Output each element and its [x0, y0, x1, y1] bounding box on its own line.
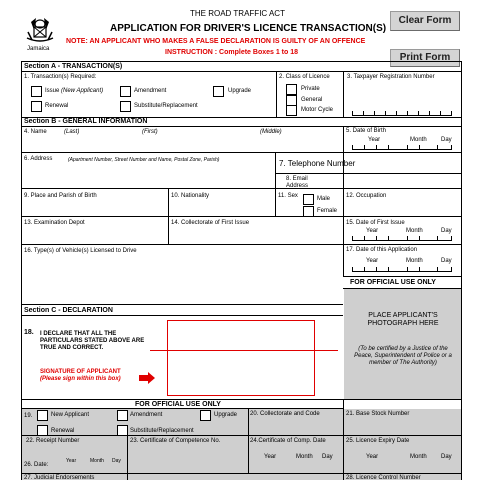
- clear-form-button[interactable]: Clear Form: [390, 11, 460, 31]
- photo-title: PLACE APPLICANT'S PHOTOGRAPH HERE: [367, 312, 439, 327]
- signature-label: SIGNATURE OF APPLICANT: [40, 369, 121, 375]
- comp-day-label: Day: [322, 454, 333, 460]
- field-19-label: 19.: [24, 413, 33, 419]
- date-day-label: Day: [112, 458, 121, 464]
- act-title: THE ROAD TRAFFIC ACT: [190, 9, 285, 18]
- field-7-label: 7. Telephone Number: [279, 159, 356, 168]
- field-23-label: 23. Certificate of Competence No.: [130, 438, 221, 444]
- instruction-text: INSTRUCTION : Complete Boxes 1 to 18: [165, 49, 299, 56]
- official-upgrade-checkbox[interactable]: [200, 410, 211, 421]
- form-title: APPLICATION FOR DRIVER'S LICENCE TRANSACTION(S): [110, 23, 387, 34]
- jamaica-coat-of-arms-icon: [22, 10, 58, 46]
- expiry-month-label: Month: [410, 454, 427, 460]
- field-25-label: 25. Licence Expiry Date: [346, 438, 410, 444]
- field-6-label: 6. Address: [24, 156, 53, 162]
- field-24-label: 24.Certificate of Comp. Date: [250, 438, 326, 444]
- substitute-checkbox[interactable]: [120, 101, 131, 112]
- app-date-year-label: Year: [366, 258, 379, 264]
- field-8-label-2: Address: [286, 183, 309, 189]
- section-c-title: Section C - DECLARATION: [24, 307, 113, 314]
- official-use-header: FOR OFFICIAL USE ONLY: [350, 279, 436, 286]
- official-substitute-label: Substitute/Replacement: [130, 428, 194, 434]
- print-form-button[interactable]: Print Form: [390, 49, 460, 67]
- false-declaration-warning: NOTE: AN APPLICANT WHO MAKES A FALSE DECLARATION IS GUILTY OF AN OFFENCE: [66, 38, 366, 45]
- field-8-label: 8. Email: [286, 176, 308, 182]
- first-issue-year-label: Year: [366, 228, 379, 234]
- signature-box[interactable]: [167, 320, 315, 396]
- field-13-label: 13. Examination Depot: [24, 220, 85, 226]
- section-b-title: Section B - GENERAL INFORMATION: [24, 118, 148, 125]
- dob-month-label: Month: [410, 137, 427, 143]
- field-16-label: 16. Type(s) of Vehicle(s) Licensed to Drive: [24, 248, 137, 254]
- private-checkbox[interactable]: [286, 84, 297, 95]
- field-1-label: 1. Transaction(s) Required:: [24, 74, 97, 80]
- app-date-month-label: Month: [406, 258, 423, 264]
- name-first-label: (First): [142, 129, 158, 135]
- substitute-label: Substitute/Replacement: [134, 103, 198, 109]
- field-18-label: 18.: [24, 329, 34, 336]
- comp-month-label: Month: [296, 454, 313, 460]
- renewal-checkbox[interactable]: [31, 101, 42, 112]
- motorcycle-label: Motor Cycle: [301, 107, 334, 113]
- upgrade-label: Upgrade: [228, 88, 252, 94]
- official-upgrade-label: Upgrade: [214, 412, 238, 418]
- female-label: Female: [317, 208, 338, 214]
- official-use-title: FOR OFFICIAL USE ONLY: [135, 401, 221, 408]
- issue-label: Issue (New Applicant): [45, 88, 104, 94]
- field-3-label: 3. Taxpayer Registration Number: [347, 74, 435, 80]
- motorcycle-checkbox[interactable]: [286, 105, 297, 116]
- field-28-label: 28. Licence Control Number: [346, 475, 421, 481]
- arrow-right-icon: [139, 372, 155, 384]
- dob-year-label: Year: [368, 137, 381, 143]
- field-10-label: 10. Nationality: [171, 193, 210, 199]
- expiry-year-label: Year: [366, 454, 379, 460]
- seal-label: Jamaica: [27, 46, 50, 52]
- app-date-day-label: Day: [441, 258, 452, 264]
- renewal-label: Renewal: [45, 103, 69, 109]
- first-issue-month-label: Month: [406, 228, 423, 234]
- upgrade-checkbox[interactable]: [213, 86, 224, 97]
- date-year-label: Year: [66, 458, 77, 464]
- date-month-label: Month: [90, 458, 104, 464]
- male-label: Male: [317, 196, 331, 202]
- issue-checkbox[interactable]: [31, 86, 42, 97]
- name-middle-label: (Middle): [260, 129, 282, 135]
- section-a-title: Section A - TRANSACTION(S): [24, 63, 123, 70]
- field-20-label: 20. Collectorate and Code: [250, 411, 320, 417]
- field-22-label: 22. Receipt Number: [26, 438, 80, 444]
- field-26-label: 26. Date:: [24, 462, 49, 468]
- field-21-label: 21. Base Stock Number: [346, 411, 410, 417]
- dob-input[interactable]: [352, 144, 452, 150]
- application-date-input[interactable]: [352, 266, 452, 272]
- photo-note: (To be certified by a Justice of the Peace, Superintendent of Police or a member of The Authority): [354, 346, 452, 366]
- field-4-label: 4. Name: [24, 129, 47, 135]
- first-issue-date-input[interactable]: [352, 235, 452, 241]
- male-checkbox[interactable]: [303, 194, 314, 205]
- field-27-label: 27. Judicial Endorsements: [24, 475, 95, 481]
- address-hint: (Apartment Number, Street Number and Name, Postal Zone, Parish): [68, 157, 220, 163]
- field-14-label: 14. Collectorate of First Issue: [171, 220, 250, 226]
- trn-input[interactable]: [352, 110, 452, 116]
- signature-line: [150, 350, 338, 351]
- field-9-label: 9. Place and Parish of Birth: [24, 193, 97, 199]
- field-5-label: 5. Date of Birth: [346, 128, 387, 134]
- expiry-day-label: Day: [441, 454, 452, 460]
- new-applicant-checkbox[interactable]: [37, 410, 48, 421]
- new-applicant-label: New Applicant: [51, 412, 90, 418]
- field-11-label: 11. Sex: [278, 193, 298, 199]
- amendment-checkbox[interactable]: [120, 86, 131, 97]
- official-renewal-label: Renewal: [51, 428, 75, 434]
- general-label: General: [301, 97, 323, 103]
- official-amendment-checkbox[interactable]: [117, 410, 128, 421]
- photo-box: [344, 289, 461, 399]
- signature-hint: (Please sign within this box): [40, 376, 121, 382]
- amendment-label: Amendment: [134, 88, 167, 94]
- field-15-label: 15. Date of First Issue: [346, 220, 405, 226]
- private-label: Private: [301, 86, 320, 92]
- field-2-label: 2. Class of Licence: [279, 74, 330, 80]
- field-17-label: 17. Date of this Application: [346, 247, 418, 253]
- field-12-label: 12. Occupation: [346, 193, 387, 199]
- official-amendment-label: Amendment: [130, 412, 163, 418]
- first-issue-day-label: Day: [441, 228, 452, 234]
- declaration-text: I DECLARE THAT ALL THE PARTICULARS STATED ABOVE ARE TRUE AND CORRECT.: [40, 331, 145, 351]
- name-last-label: (Last): [64, 129, 80, 135]
- comp-year-label: Year: [264, 454, 277, 460]
- dob-day-label: Day: [441, 137, 452, 143]
